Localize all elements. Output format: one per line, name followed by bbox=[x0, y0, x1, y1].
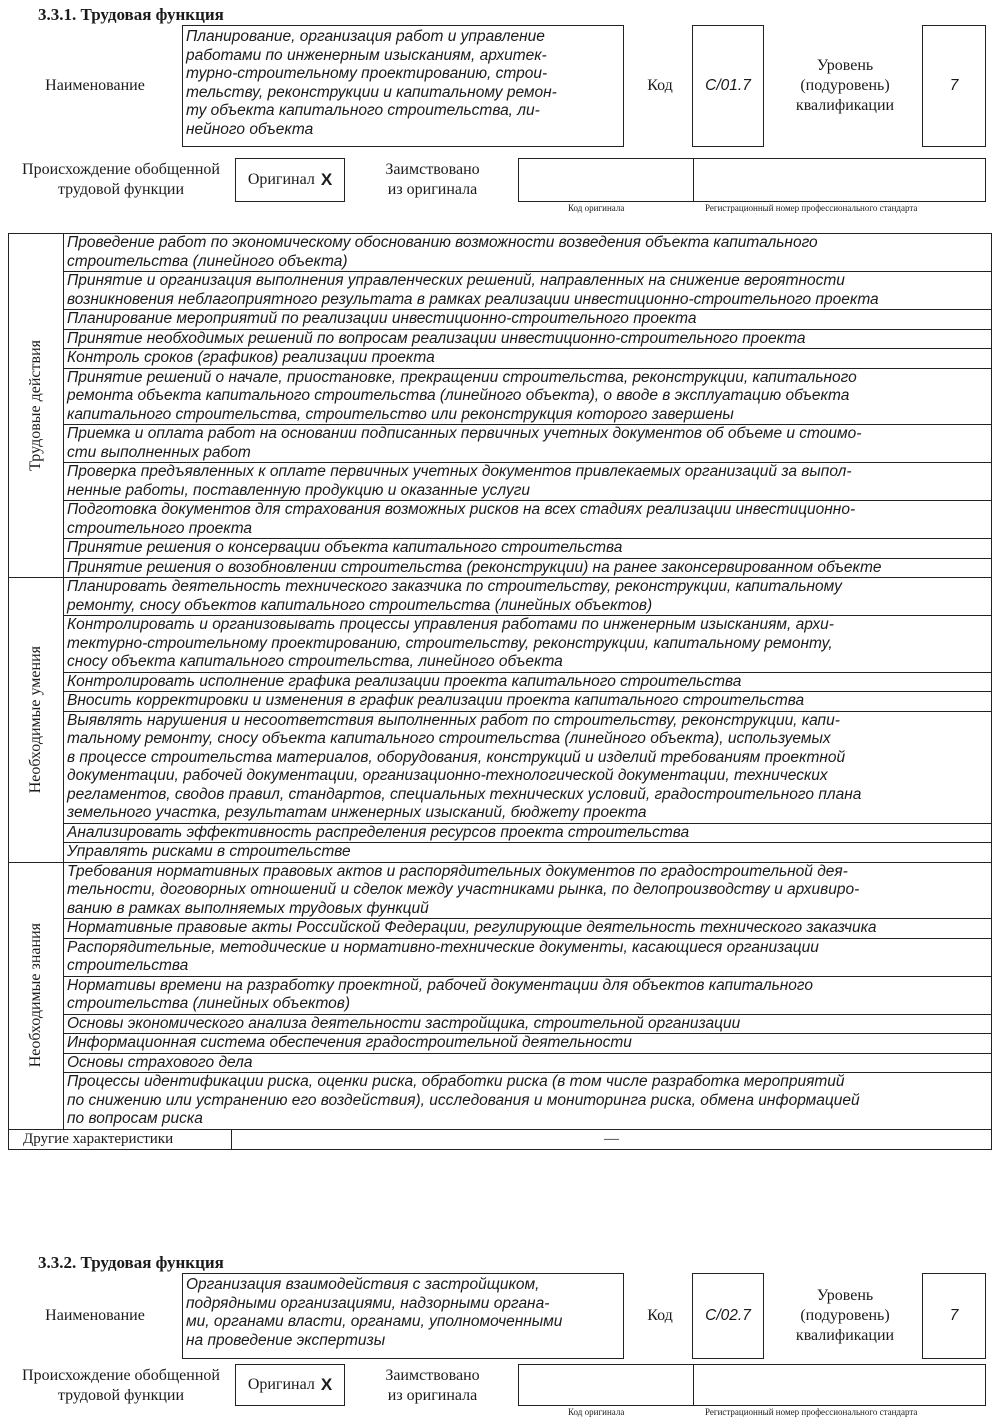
name-label: Наименование bbox=[45, 1307, 145, 1324]
item-line: Контролировать и организовывать процессы управления работами по инженерным изысканиям, архи- bbox=[67, 616, 834, 633]
function-name-box bbox=[182, 25, 624, 147]
item-line: ремонта объекта капитального строительства (линейного объекта), о вводе в эксплуатацию объекта bbox=[67, 387, 850, 404]
other-characteristics-row bbox=[9, 1129, 992, 1149]
original-code-caption: Код оригинала bbox=[568, 203, 625, 213]
table-row bbox=[9, 329, 992, 349]
section-title-cell bbox=[9, 234, 64, 578]
item-line: по снижению или устранению его воздействия), исследования и мониторинга риска, обмена информацией bbox=[67, 1091, 860, 1109]
item-line: в процессе строительства материалов, оборудования, конструкций и изделий требованиям проектной bbox=[67, 748, 846, 766]
list-item bbox=[64, 711, 992, 823]
table-row bbox=[9, 234, 992, 272]
borrowed-line: Заимствовано bbox=[385, 161, 480, 178]
item-line: регламентов, сводов правил, стандартов, специальных технических условий, градостроительного плана bbox=[67, 785, 862, 803]
original-box bbox=[235, 158, 345, 202]
level-line: Уровень bbox=[816, 57, 874, 74]
list-item bbox=[64, 1034, 992, 1054]
list-item bbox=[64, 1053, 992, 1073]
item-line: Выявлять нарушения и несоответствия выполненных работ по строительству, реконструкции, капи- bbox=[67, 711, 840, 729]
level-label bbox=[770, 1286, 920, 1346]
borrowed-line: из оригинала bbox=[387, 181, 478, 198]
item-line: Принятие решения о возобновлении строительства (реконструкции) на ранее законсервированном объекте bbox=[67, 558, 882, 576]
level-box bbox=[922, 25, 986, 147]
section-title-cell bbox=[9, 862, 64, 1129]
borrowed-label bbox=[360, 160, 505, 200]
table-row bbox=[9, 349, 992, 369]
reg-number-box bbox=[693, 1364, 986, 1406]
name-label: Наименование bbox=[45, 77, 145, 94]
table-row bbox=[9, 558, 992, 578]
origin-line: Происхождение обобщенной bbox=[22, 1367, 220, 1384]
name-line: тельству, реконструкции и капитальному ремон- bbox=[186, 83, 557, 101]
origin-line: трудовой функции bbox=[57, 1387, 185, 1404]
item-line: Принятие решения о консервации объекта капитального строительства bbox=[67, 539, 623, 556]
original-code-box bbox=[518, 1364, 694, 1406]
item-line: Принятие необходимых решений по вопросам реализации инвестиционно-строительного проекта bbox=[67, 329, 806, 347]
table-row bbox=[9, 919, 992, 939]
list-item bbox=[64, 578, 992, 616]
list-item bbox=[64, 425, 992, 463]
original-code-box bbox=[518, 158, 694, 202]
level-line: Уровень bbox=[816, 1287, 874, 1304]
item-line: Распорядительные, методические и нормативно-технические документы, касающиеся организации bbox=[67, 938, 819, 956]
item-line: по вопросам риска bbox=[67, 1110, 203, 1127]
item-line: сносу объекта капитального строительства, линейного объекта bbox=[67, 653, 563, 670]
level-value: 7 bbox=[949, 1306, 959, 1324]
level-label bbox=[770, 56, 920, 116]
list-item bbox=[64, 938, 992, 976]
item-line: Вносить корректировки и изменения в график реализации проекта капитального строительства bbox=[67, 692, 805, 709]
item-line: тальному ремонту, сносу объекта капитального строительства (линейного объекта), используемых bbox=[67, 730, 831, 747]
table-row bbox=[9, 1053, 992, 1073]
list-item bbox=[64, 234, 992, 272]
item-line: строительства (линейного объекта) bbox=[67, 252, 348, 270]
table-row bbox=[9, 843, 992, 863]
function-name-box bbox=[182, 1273, 624, 1359]
original-code-caption: Код оригинала bbox=[568, 1407, 625, 1417]
table-row bbox=[9, 272, 992, 310]
level-box bbox=[922, 1273, 986, 1359]
list-item bbox=[64, 1014, 992, 1034]
section-title: Необходимые умения bbox=[27, 646, 44, 794]
list-item bbox=[64, 310, 992, 330]
heading-3-3-1: 3.3.1. Трудовая функция bbox=[38, 5, 224, 24]
code-box bbox=[692, 1273, 764, 1359]
list-item bbox=[64, 843, 992, 863]
item-line: Проведение работ по экономическому обоснованию возможности возведения объекта капитального bbox=[67, 234, 818, 251]
list-item bbox=[64, 976, 992, 1014]
list-item bbox=[64, 672, 992, 692]
origin-label bbox=[10, 160, 232, 200]
level-line: (подуровень) bbox=[800, 77, 890, 94]
item-line: Управлять рисками в строительстве bbox=[67, 843, 351, 860]
level-line: квалификации bbox=[795, 1327, 895, 1344]
table-row bbox=[9, 862, 992, 919]
list-item bbox=[64, 368, 992, 425]
labor-function-table bbox=[8, 233, 992, 1150]
table-row bbox=[9, 616, 992, 673]
name-line: ту объекта капитального строительства, ли- bbox=[186, 102, 540, 119]
section-title-cell bbox=[9, 578, 64, 863]
level-value: 7 bbox=[949, 76, 959, 94]
reg-number-caption: Регистрационный номер профессионального стандарта bbox=[705, 1407, 918, 1417]
list-item bbox=[64, 823, 992, 843]
other-characteristics-label: Другие характеристики bbox=[9, 1130, 232, 1149]
section-title: Трудовые действия bbox=[27, 340, 44, 471]
list-item bbox=[64, 463, 992, 501]
table-row bbox=[9, 310, 992, 330]
table-row bbox=[9, 1034, 992, 1054]
item-line: строительного проекта bbox=[67, 519, 253, 537]
list-item bbox=[64, 539, 992, 559]
item-line: Планирование мероприятий по реализации инвестиционно-строительного проекта bbox=[67, 310, 697, 327]
other-characteristics-value: — bbox=[604, 1130, 619, 1147]
list-item bbox=[64, 692, 992, 712]
item-line: строительства bbox=[67, 957, 189, 974]
check-mark-icon: X bbox=[320, 170, 333, 189]
list-item bbox=[64, 272, 992, 310]
table-row bbox=[9, 578, 992, 616]
item-line: Нормативные правовые акты Российской Федерации, регулирующие деятельность технического заказчика bbox=[67, 919, 877, 936]
item-line: Информационная система обеспечения градостроительной деятельности bbox=[67, 1034, 632, 1051]
item-line: Контроль сроков (графиков) реализации проекта bbox=[67, 349, 435, 366]
list-item bbox=[64, 919, 992, 939]
list-item bbox=[64, 349, 992, 369]
item-line: строительства (линейных объектов) bbox=[67, 995, 351, 1012]
original-label: Оригинал bbox=[247, 1376, 315, 1393]
check-mark-icon: X bbox=[320, 1375, 333, 1394]
origin-label bbox=[10, 1366, 232, 1406]
table-row bbox=[9, 938, 992, 976]
item-line: ванию в рамках выполняемых трудовых функций bbox=[67, 899, 429, 917]
item-line: Нормативы времени на разработку проектной, рабочей документации для объектов капитального bbox=[67, 976, 814, 994]
original-label: Оригинал bbox=[247, 171, 315, 188]
item-line: Требования нормативных правовых актов и распорядительных документов по градостроительной дея- bbox=[67, 862, 848, 880]
item-line: ненные работы, поставленную продукцию и оказанные услуги bbox=[67, 481, 530, 499]
item-line: Принятие и организация выполнения управленческих решений, направленных на снижение вероятности bbox=[67, 272, 845, 289]
item-line: земельного участка, результатам инженерных изысканий, бюджету проекта bbox=[67, 804, 647, 821]
table-row bbox=[9, 1073, 992, 1130]
table-row bbox=[9, 711, 992, 823]
name-line: работами по инженерным изысканиям, архитек- bbox=[186, 46, 547, 64]
list-item bbox=[64, 616, 992, 673]
item-line: ремонту, сносу объектов капитального строительства (линейных объектов) bbox=[67, 596, 653, 614]
name-line: нейного объекта bbox=[186, 120, 314, 138]
code-label: Код bbox=[647, 77, 673, 94]
item-line: сти выполненных работ bbox=[67, 443, 251, 461]
list-item bbox=[64, 1073, 992, 1130]
code-label: Код bbox=[647, 1307, 673, 1324]
reg-number-caption: Регистрационный номер профессионального стандарта bbox=[705, 203, 918, 213]
list-item bbox=[64, 501, 992, 539]
item-line: Подготовка документов для страхования возможных рисков на всех стадиях реализации инвестиционно- bbox=[67, 501, 856, 518]
code-value: C/01.7 bbox=[705, 76, 751, 94]
name-line: ми, органами власти, органами, уполномоченными bbox=[186, 1313, 563, 1330]
code-value: C/02.7 bbox=[705, 1306, 751, 1324]
item-line: тельности, договорных отношений и сделок между участниками рынка, по делопроизводству и архивиро- bbox=[67, 881, 860, 898]
heading-3-3-2: 3.3.2. Трудовая функция bbox=[38, 1253, 224, 1272]
section-title: Необходимые знания bbox=[27, 923, 44, 1068]
table-row bbox=[9, 539, 992, 559]
level-line: (подуровень) bbox=[800, 1307, 890, 1324]
borrowed-line: Заимствовано bbox=[385, 1367, 480, 1384]
table-row bbox=[9, 672, 992, 692]
name-line: Планирование, организация работ и управление bbox=[186, 28, 545, 45]
table-row bbox=[9, 425, 992, 463]
table-row bbox=[9, 1014, 992, 1034]
level-line: квалификации bbox=[795, 97, 895, 114]
table-row bbox=[9, 692, 992, 712]
table-row bbox=[9, 463, 992, 501]
code-box bbox=[692, 25, 764, 147]
table-row bbox=[9, 976, 992, 1014]
item-line: документации, рабочей документации, организационно-технологической документации, технических bbox=[67, 767, 828, 784]
item-line: тектурно-строительному проектированию, строительству, реконструкции, капитальному ремонту, bbox=[67, 634, 833, 652]
borrowed-line: из оригинала bbox=[387, 1387, 478, 1404]
list-item bbox=[64, 558, 992, 578]
name-line: на проведение экспертизы bbox=[186, 1331, 386, 1349]
table-row bbox=[9, 823, 992, 843]
item-line: Основы экономического анализа деятельности застройщика, строительной организации bbox=[67, 1014, 741, 1032]
item-line: Проверка предъявленных к оплате первичных учетных документов привлекаемых организаций за выпол- bbox=[67, 463, 852, 480]
item-line: Анализировать эффективность распределения ресурсов проекта строительства bbox=[67, 823, 690, 841]
item-line: возникновения неблагоприятного результата в рамках реализации инвестиционно-строительного проекта bbox=[67, 290, 879, 308]
table-row bbox=[9, 368, 992, 425]
table-row bbox=[9, 501, 992, 539]
list-item bbox=[64, 329, 992, 349]
origin-line: Происхождение обобщенной bbox=[22, 161, 220, 178]
item-line: Процессы идентификации риска, оценки риска, обработки риска (в том числе разработка мероприятий bbox=[67, 1073, 845, 1090]
name-line: Организация взаимодействия с застройщиком, bbox=[186, 1276, 540, 1293]
list-item bbox=[64, 862, 992, 919]
name-line: турно-строительному проектированию, строи- bbox=[186, 65, 548, 82]
name-line: подрядными организациями, надзорными органа- bbox=[186, 1294, 550, 1312]
reg-number-box bbox=[693, 158, 986, 202]
item-line: Контролировать исполнение графика реализации проекта капитального строительства bbox=[67, 672, 742, 690]
item-line: Планировать деятельность технического заказчика по строительству, реконструкции, капитальному bbox=[67, 578, 842, 595]
origin-line: трудовой функции bbox=[57, 181, 185, 198]
item-line: капитального строительства, строительство или реконструкция которого завершены bbox=[67, 405, 734, 423]
item-line: Принятие решений о начале, приостановке, прекращении строительства, реконструкции, капитального bbox=[67, 368, 857, 386]
other-characteristics-cell bbox=[9, 1129, 992, 1149]
original-box bbox=[235, 1364, 345, 1406]
borrowed-label bbox=[360, 1366, 505, 1406]
item-line: Приемка и оплата работ на основании подписанных первичных учетных документов об объеме и стоимо- bbox=[67, 425, 862, 442]
item-line: Основы страхового дела bbox=[67, 1053, 253, 1071]
